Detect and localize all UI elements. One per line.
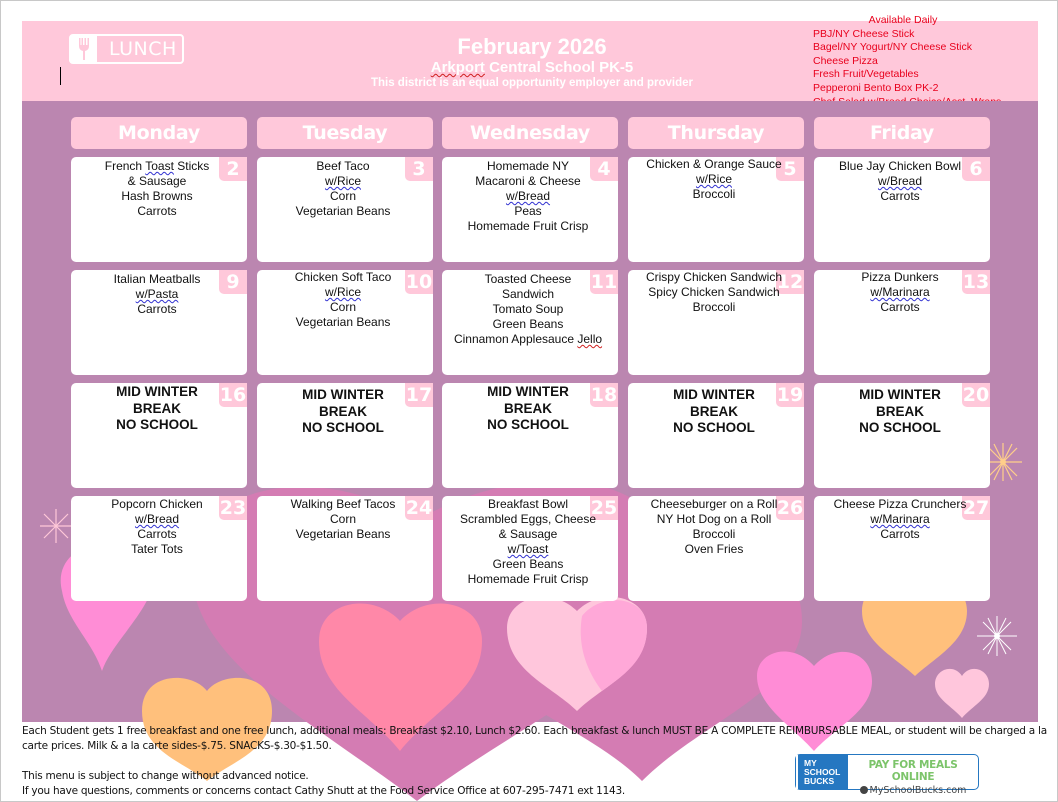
pricing-note: Each Student gets 1 free breakfast and one free lunch, additional meals: Breakfast $2.10, Lunch $2.60. Each breakfast & lunch MUST BE A COMPLETE REIMBURSABLE MEAL, or student will be charged a la bbox=[22, 725, 1047, 737]
menu-items: MID WINTER BREAK NO SCHOOL bbox=[302, 387, 384, 435]
menu-items: Italian Meatballs w/Pasta Carrots bbox=[113, 272, 201, 316]
date-number: 5 bbox=[776, 157, 804, 181]
menu-items: Pizza Dunkers w/Marinara Carrots bbox=[861, 270, 939, 314]
menu-items: MID WINTER BREAK NO SCHOOL bbox=[487, 384, 569, 432]
menu-items: Beef Taco w/Rice Corn Vegetarian Beans bbox=[295, 159, 391, 218]
menu-items: MID WINTER BREAK NO SCHOOL bbox=[673, 387, 755, 435]
day-cell bbox=[71, 270, 247, 375]
day-cell bbox=[628, 383, 804, 488]
date-number: 4 bbox=[590, 157, 618, 181]
change-notice: This menu is subject to change without advanced notice. bbox=[22, 770, 309, 782]
date-number: 17 bbox=[405, 384, 433, 406]
date-number: 25 bbox=[590, 497, 618, 519]
title-block bbox=[322, 34, 742, 90]
available-daily-list bbox=[813, 14, 1013, 109]
date-number: 2 bbox=[219, 157, 247, 181]
myschoolbucks-url[interactable]: MySchoolBucks.com bbox=[848, 785, 978, 796]
day-cell bbox=[257, 157, 433, 262]
lunch-logo bbox=[69, 34, 184, 64]
date-number: 13 bbox=[962, 271, 990, 293]
menu-items: Toasted Cheese Sandwich Tomato Soup Green Beans Cinnamon Applesauce Jello bbox=[453, 272, 603, 346]
menu-items: Popcorn Chicken w/Bread Carrots Tater Tots bbox=[111, 497, 203, 556]
daily-item: Cheese Pizza bbox=[813, 54, 878, 67]
day-cell bbox=[814, 270, 990, 375]
date-number: 3 bbox=[405, 157, 433, 181]
menu-items: MID WINTER BREAK NO SCHOOL bbox=[859, 387, 941, 435]
day-header-friday: Friday bbox=[814, 117, 990, 149]
day-cell bbox=[628, 496, 804, 601]
day-cell bbox=[814, 496, 990, 601]
date-number: 26 bbox=[776, 497, 804, 519]
daily-item: Pepperoni Bento Box PK-2 bbox=[813, 81, 939, 94]
myschoolbucks-badge[interactable] bbox=[795, 754, 979, 796]
myschoolbucks-logo: MY SCHOOL BUCKS bbox=[796, 755, 848, 789]
pay-online-label: PAY FOR MEALS ONLINE bbox=[868, 759, 958, 783]
menu-items: Breakfast Bowl Scrambled Eggs, Cheese & Sausage w/Toast Green Beans Homemade Fruit Crisp bbox=[459, 497, 597, 586]
menu-items: Homemade NY Macaroni & Cheese w/Bread Peas Homemade Fruit Crisp bbox=[467, 159, 589, 233]
day-cell bbox=[628, 270, 804, 375]
date-number: 6 bbox=[962, 157, 990, 181]
available-daily-title: Available Daily bbox=[868, 14, 938, 26]
date-number: 9 bbox=[219, 270, 247, 294]
date-number: 12 bbox=[776, 271, 804, 293]
day-header-tuesday: Tuesday bbox=[257, 117, 433, 149]
equal-opportunity-tagline: This district is an equal opportunity employer and provider bbox=[370, 77, 694, 89]
month-title: February 2026 bbox=[457, 34, 607, 59]
menu-items: Walking Beef Tacos Corn Vegetarian Beans bbox=[290, 497, 396, 541]
globe-icon bbox=[860, 786, 868, 794]
menu-items: Chicken Soft Taco w/Rice Corn Vegetarian Beans bbox=[294, 270, 392, 329]
menu-items: Cheese Pizza Crunchers w/Marinara Carrots bbox=[833, 497, 967, 541]
menu-items: MID WINTER BREAK NO SCHOOL bbox=[116, 384, 198, 432]
day-cell bbox=[71, 157, 247, 262]
menu-items: Cheeseburger on a Roll NY Hot Dog on a Roll Broccoli Oven Fries bbox=[650, 497, 778, 556]
day-cell bbox=[814, 157, 990, 262]
day-header-monday: Monday bbox=[71, 117, 247, 149]
school-name: Arkport Central School PK-5 bbox=[430, 59, 634, 76]
date-number: 20 bbox=[962, 384, 990, 406]
day-cell bbox=[442, 270, 618, 375]
date-number: 19 bbox=[776, 384, 804, 406]
text-cursor bbox=[60, 67, 61, 85]
menu-items: Crispy Chicken Sandwich Spicy Chicken Sandwich Broccoli bbox=[645, 270, 783, 314]
date-number: 16 bbox=[219, 384, 247, 406]
day-header-thursday: Thursday bbox=[628, 117, 804, 149]
daily-item: Bagel/NY Yogurt/NY Cheese Stick bbox=[813, 41, 972, 54]
day-cell bbox=[71, 496, 247, 601]
date-number: 24 bbox=[405, 497, 433, 519]
menu-items: French Toast Sticks & Sausage Hash Browns Carrots bbox=[104, 159, 210, 218]
day-cell bbox=[442, 496, 618, 601]
day-cell bbox=[71, 383, 247, 488]
day-cell bbox=[814, 383, 990, 488]
day-header-wednesday: Wednesday bbox=[442, 117, 618, 149]
contact-info: If you have questions, comments or concerns contact Cathy Shutt at the Food Service Office at 607-295-7471 ext 1143. bbox=[22, 785, 625, 797]
logo-label: LUNCH bbox=[109, 38, 177, 60]
daily-item: Fresh Fruit/Vegetables bbox=[813, 68, 919, 81]
fork-icon bbox=[71, 36, 97, 62]
day-cell bbox=[442, 383, 618, 488]
pricing-note-cont: carte prices. Milk & a la carte sides-$.75. SNACKS-$.30-$1.50. bbox=[22, 740, 332, 752]
date-number: 27 bbox=[962, 497, 990, 519]
day-cell bbox=[257, 383, 433, 488]
day-cell bbox=[442, 157, 618, 262]
day-cell bbox=[257, 496, 433, 601]
date-number: 11 bbox=[590, 271, 618, 293]
day-cell bbox=[257, 270, 433, 375]
date-number: 10 bbox=[405, 271, 433, 293]
daily-item: PBJ/NY Cheese Stick bbox=[813, 27, 915, 40]
date-number: 23 bbox=[219, 497, 247, 519]
menu-items: Chicken & Orange Sauce w/Rice Broccoli bbox=[646, 157, 782, 201]
day-cell bbox=[628, 157, 804, 262]
date-number: 18 bbox=[590, 384, 618, 406]
menu-items: Blue Jay Chicken Bowl w/Bread Carrots bbox=[838, 159, 962, 203]
